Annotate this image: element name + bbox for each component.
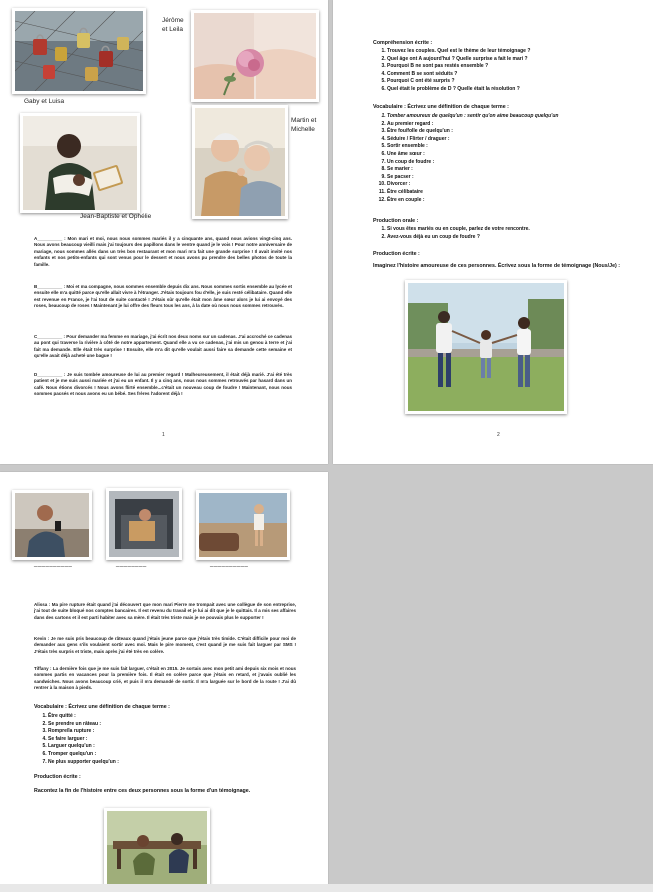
testimony-alissa (34, 602, 296, 621)
page-number: 2 (497, 432, 500, 438)
testimony-tiffany-lead: Tiffany (34, 666, 49, 671)
comprehension-item: 2. Quel âge ont A aujourd'hui ? Quelle surprise a fait le mari ? (387, 56, 635, 64)
page-3 (0, 472, 328, 892)
testimony-d (34, 372, 292, 398)
oral-heading: Production orale : (373, 218, 419, 224)
answer-blank: ________ (116, 561, 147, 567)
vocab-item: 4. Séduire / Flirter / draguer : (387, 136, 645, 144)
testimony-tiffany-text: : La dernière fois que je me suis fait larguer, c'était en 2015. Je sortais avec mon petit ami depuis six mois et nous sommes partis en vacances pour la première fois. Il était en colère parce que j'étais en retard, et j'avais oublié les sandwiches. Nous avons beaucoup crié, et puis il m'a demandé de sortir. Il m'a larguée sur le bord de la route ! J'ai dû rentrer à la maison à pieds. (34, 666, 296, 691)
testimony-a-lead: A__________ (34, 236, 63, 241)
vocab-item: 1. Être quitté : (48, 713, 276, 721)
vocab-item: 1. Tomber amoureux de quelqu'un : sentir qu'on aime beaucoup quelqu'un (387, 113, 645, 121)
page-2 (333, 0, 653, 464)
photo-rose-gift (191, 10, 319, 102)
caption-jerome-leila: Jérôme et Leila (162, 17, 184, 33)
page-1 (0, 0, 328, 464)
testimony-alissa-text: : Ma pire rupture était quand j'ai découvert que mon mari Pierre me trompait avec une collègue de son entreprise, j'ai tout de suite bloqué nos comptes bancaires. Il est revenu du travail et je lui ai dit que je le quittais. Il a mis ses affaires dans des cartons et il est parti habiter avec sa mère. Il était très triste mais je ne pouvais plus le supporter ! (34, 602, 296, 620)
photo-woman-on-road (196, 490, 290, 560)
page-number: 1 (162, 432, 165, 438)
photo-elderly-couple (192, 105, 288, 219)
testimony-kevin (34, 636, 296, 655)
photo-breakup-couple (104, 808, 210, 890)
comprehension-item: 1. Trouvez les couples. Quel est le thème de leur témoignage ? (387, 48, 635, 56)
oral-item: 2. Avez-vous déjà eu un coup de foudre ? (387, 234, 635, 242)
caption-jean-baptiste-ophelie: Jean-Baptiste et Ophélie (80, 213, 152, 220)
vocab-heading: Vocabulaire : Écrivez une définition de chaque terme : (34, 704, 170, 710)
photo-sad-man-phone (12, 490, 92, 560)
vocab-item: 10. Divorcer : (387, 181, 645, 189)
testimony-b-text: : Moi et ma compagne, nous sommes ensemble depuis dix ans. Nous sommes sortis ensemble au lycée et ensuite elle m'a quitté parce qu'elle allait vivre à l'étranger. J'étais toujours fou d'elle, je suis resté célibataire. Quand elle est revenue en France, je l'ai tout de suite contacté ! J'étais sûr qu'elle était mon âme sœur alors je lui ai envoyé des roses, beaucoup de roses ! Maintenant je lui offre des fleurs tous les ans, à la date où nous nous sommes retrouvés. (34, 284, 292, 309)
vocab-list (36, 713, 276, 766)
vocab-item: 6. Tromper quelqu'un : (48, 751, 276, 759)
vocab-item: 7. Un coup de foudre : (387, 159, 645, 167)
viewer-bottom-bar (0, 884, 653, 892)
written-instruction: Racontez la fin de l'histoire entre ces deux personnes sous la forme d'un témoignage. (34, 788, 251, 794)
vocab-item: 6. Une âme sœur : (387, 151, 645, 159)
testimony-c-text: : Pour demander ma femme en mariage, j'ai écrit nos deux noms sur un cadenas. J'ai accroché ce cadenas au pont qui traverse la rivière à côté de notre appartement. Quand elle a vu ce cadenas, j'ai mis un genou à terre et j'ai fait ma demande. Elle était très surprise ! Ensuite, elle m'a dit qu'elle voulait aussi faire sa demande cette semaine et qu'elle avait déjà acheté une bague ! (34, 334, 293, 359)
testimony-d-lead: D__________ (34, 372, 63, 377)
vocab-item: 4. Se faire larguer : (48, 736, 276, 744)
photo-love-locks (12, 8, 146, 94)
comprehension-list (375, 48, 635, 94)
testimony-a (34, 236, 292, 268)
written-instruction: Imaginez l'histoire amoureuse de ces personnes. Écrivez sous la forme de témoignage (Nous/Je) : (373, 263, 621, 269)
vocab-heading: Vocabulaire : Écrivez une définition de chaque terme : (373, 104, 509, 110)
vocab-item: 11. Être célibataire (387, 189, 645, 197)
written-heading: Production écrite : (373, 251, 420, 257)
vocab-item: 9. Se pacser : (387, 174, 645, 182)
comprehension-item: 6. Quel était le problème de D ? Quelle était la résolution ? (387, 86, 635, 94)
testimony-a-text: : Mon mari et moi, nous nous sommes mariés il y a cinquante ans, quand nous avions vingt-cinq ans. Nous avons beaucoup vieilli mais j'ai toujours des papillons dans le ventre quand je le vois ! Pour notre anniversaire de mariage, nous sommes allés dans un très bon restaurant et mon mari m'a fait une grande surprise ! Il avait invité nos enfants et nos petits-enfants qui sont venus pour le dessert et nous avons pu prendre des belles photos de toute la famille. (34, 236, 292, 267)
comprehension-item: 4. Comment B se sont séduits ? (387, 71, 635, 79)
photo-family-walk (405, 280, 567, 414)
vocab-item: 7. Ne plus supporter quelqu'un : (48, 759, 276, 767)
written-heading: Production écrite : (34, 774, 81, 780)
oral-list (375, 226, 635, 241)
vocab-item: 2. Au premier regard : (387, 121, 645, 129)
photo-father-baby (20, 113, 140, 213)
testimony-kevin-lead: Kevin (34, 636, 47, 641)
testimony-tiffany (34, 666, 296, 692)
vocab-item: 5. Sortir ensemble : (387, 143, 645, 151)
vocab-item: 3. Rompre/la rupture : (48, 728, 276, 736)
comprehension-item: 3. Pourquoi B ne sont pas restés ensemble ? (387, 63, 635, 71)
testimony-b (34, 284, 292, 310)
vocab-item: 3. Être fou/folle de quelqu'un : (387, 128, 645, 136)
testimony-alissa-lead: Alissa (34, 602, 48, 607)
vocab-item: 12. Être en couple : (387, 197, 645, 205)
comprehension-item: 5. Pourquoi C ont été surpris ? (387, 78, 635, 86)
testimony-c (34, 334, 292, 360)
photo-man-with-boxes (106, 488, 182, 560)
testimony-kevin-text: : Je me suis pris beaucoup de râteaux quand j'étais jeune parce que j'étais très timide. C'était difficile pour moi de demander aux gens s'ils voulaient sortir avec moi. Mais le pire moment, c'est quand je me suis fait larguer par SMS ! J'étais très surpris et triste, mais après j'ai été très en colère. (34, 636, 296, 654)
caption-martin-michelle: Martin et Michelle (291, 117, 317, 133)
vocab-list (375, 113, 645, 204)
vocab-item: 2. Se prendre un râteau : (48, 721, 276, 729)
caption-gaby-luisa: Gaby et Luisa (24, 98, 65, 105)
testimony-c-lead: C__________ (34, 334, 63, 339)
answer-blank: __________ (210, 561, 249, 567)
answer-blank: __________ (34, 561, 73, 567)
testimony-d-text: : Je suis tombée amoureuse de lui au premier regard ! Malheureusement, il était déjà marié. J'ai été très patient et je me suis aussi mariée et j'ai eu un enfant. Il y a cinq ans, nous nous sommes retrouvés par hasard dans un café. Nous étions divorcés ! Nous avons flirté ensemble...c'était un nouveau coup de foudre ! Maintenant, nous nous sommes pacsés et nous avons eu un bébé. Ses frères l'adorent déjà ! (34, 372, 292, 397)
vocab-item: 8. Se marier : (387, 166, 645, 174)
comprehension-heading: Compréhension écrite : (373, 40, 433, 46)
testimony-b-lead: B__________ (34, 284, 63, 289)
vocab-item: 5. Larguer quelqu'un : (48, 743, 276, 751)
oral-item: 1. Si vous êtes mariés ou en couple, parlez de votre rencontre. (387, 226, 635, 234)
